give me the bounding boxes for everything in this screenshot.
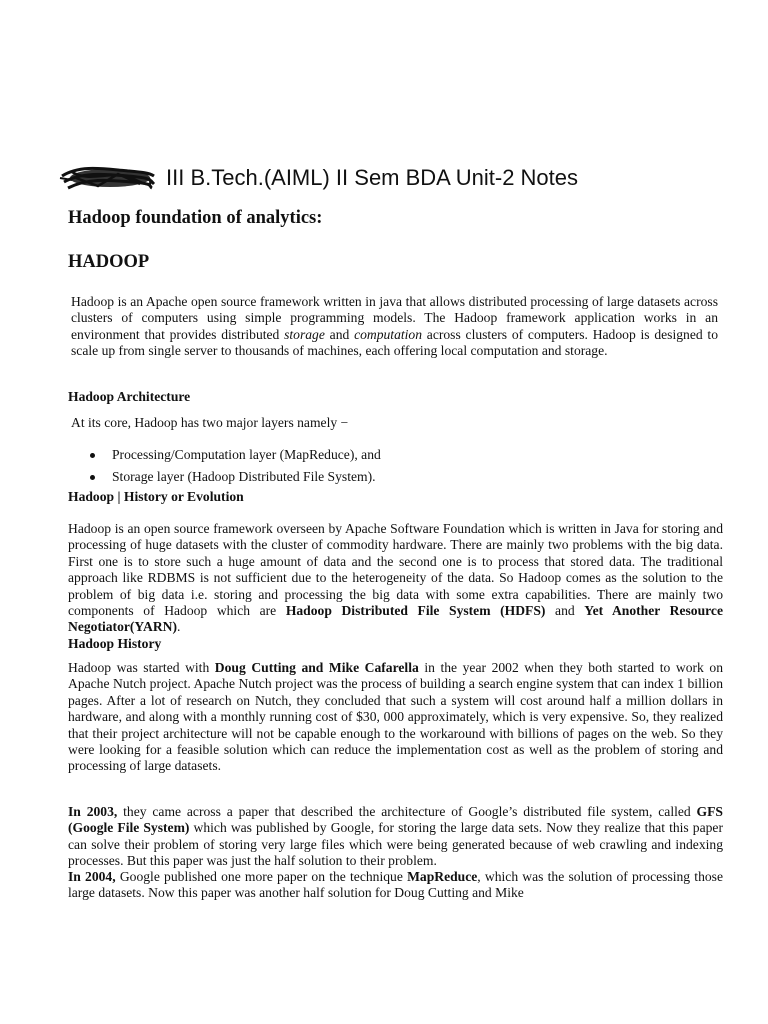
intro-storage: storage (284, 326, 325, 342)
architecture-lead: At its core, Hadoop has two major layers namely − (71, 415, 349, 430)
history-evolution-and: and (545, 603, 585, 619)
year-2003-label: In 2003, (68, 804, 118, 819)
intro-and: and (324, 326, 355, 342)
history-pre: Hadoop was started with (68, 660, 215, 675)
hadoop-history-heading: Hadoop History (68, 636, 162, 651)
architecture-bullet-list (86, 446, 381, 490)
intro-text-1: Hadoop is an Apache open source framework written in java that allows distributed processing of large datasets across clusters of computers using simple programming models. The Hadoop framework application works in an environment that provides distributed (71, 294, 718, 342)
bullet-dot (90, 453, 95, 458)
hadoop-history-paragraph (68, 660, 723, 775)
year-2003-text-2: which was published by Google, for storing the large data sets. Now they realize that this paper can solve their problem of storing very large files which were being generated because of web crawling and indexing processes. But this paper was just the half solution to their problem. (68, 820, 723, 869)
year-2004-label: In 2004, (68, 869, 116, 884)
list-item (86, 446, 381, 468)
main-heading: Hadoop foundation of analytics: (68, 208, 323, 228)
history-evolution-end: . (176, 619, 181, 635)
intro-text-2: across clusters of computers. Hadoop is designed to scale up from single server to thousands of machines, each offering local computation and storage. (71, 326, 718, 359)
bullet-text: Processing/Computation layer (MapReduce), and (112, 447, 381, 462)
year-2004-paragraph (68, 869, 723, 902)
bullet-dot (90, 475, 95, 480)
hdfs-term: Hadoop Distributed File System (HDFS) (285, 603, 546, 619)
intro-computation: computation (354, 326, 423, 342)
year-2004-text-1: Google published one more paper on the technique (115, 869, 408, 884)
header-row (58, 160, 738, 196)
intro-paragraph (71, 294, 718, 360)
yarn-term: Yet Another Resource Negotiator(YARN) (68, 603, 723, 635)
redaction-scribble (58, 162, 158, 194)
history-evolution-heading: Hadoop | History or Evolution (68, 489, 244, 504)
hadoop-heading: HADOOP (68, 252, 150, 272)
year-2004-text-2: , which was the solution of processing those large datasets. Now this paper was another half solution for Doug Cutting and Mike (68, 869, 723, 901)
history-text: in the year 2002 when they both started to work on Apache Nutch project. Apache Nutch project was the process of building a search engine system that can index 1 billion pages. After a lot of research on Nutch, they concluded that such a system will cost around half a million dollars in hardware, and along with a monthly running cost of $30, 000 approximately, which is very expensive. So, they realized that their project architecture will not be capable enough to the workaround with billions of pages on the web. So they were looking for a feasible solution which can reduce the implementation cost as well as the problem of storing and processing of large datasets. (68, 660, 723, 774)
year-2003-text-1: they came across a paper that described the architecture of Google’s distributed file system, called (117, 804, 697, 819)
year-2003-paragraph (68, 804, 723, 870)
document-title: III B.Tech.(AIML) II Sem BDA Unit-2 Notes (166, 165, 579, 190)
history-evolution-text: Hadoop is an open source framework overseen by Apache Software Foundation which is written in Java for storing and processing of huge datasets with the cluster of commodity hardware. There are mainly two problems with the big data. First one is to store such a huge amount of data and the second one is to process that stored data. The traditional approach like RDBMS is not sufficient due to the heterogeneity of the data. So Hadoop comes as the solution to the problem of big data i.e. storing and processing the big data with some extra capabilities. There are mainly two components of Hadoop which are (68, 521, 723, 619)
history-evolution-paragraph (68, 521, 723, 636)
architecture-heading: Hadoop Architecture (68, 389, 191, 404)
gfs-term: GFS (Google File System) (68, 804, 723, 836)
list-item (86, 468, 381, 490)
founders-names: Doug Cutting and Mike Cafarella (214, 660, 419, 675)
bullet-text: Storage layer (Hadoop Distributed File System). (112, 469, 376, 484)
mapreduce-term: MapReduce (407, 869, 478, 884)
